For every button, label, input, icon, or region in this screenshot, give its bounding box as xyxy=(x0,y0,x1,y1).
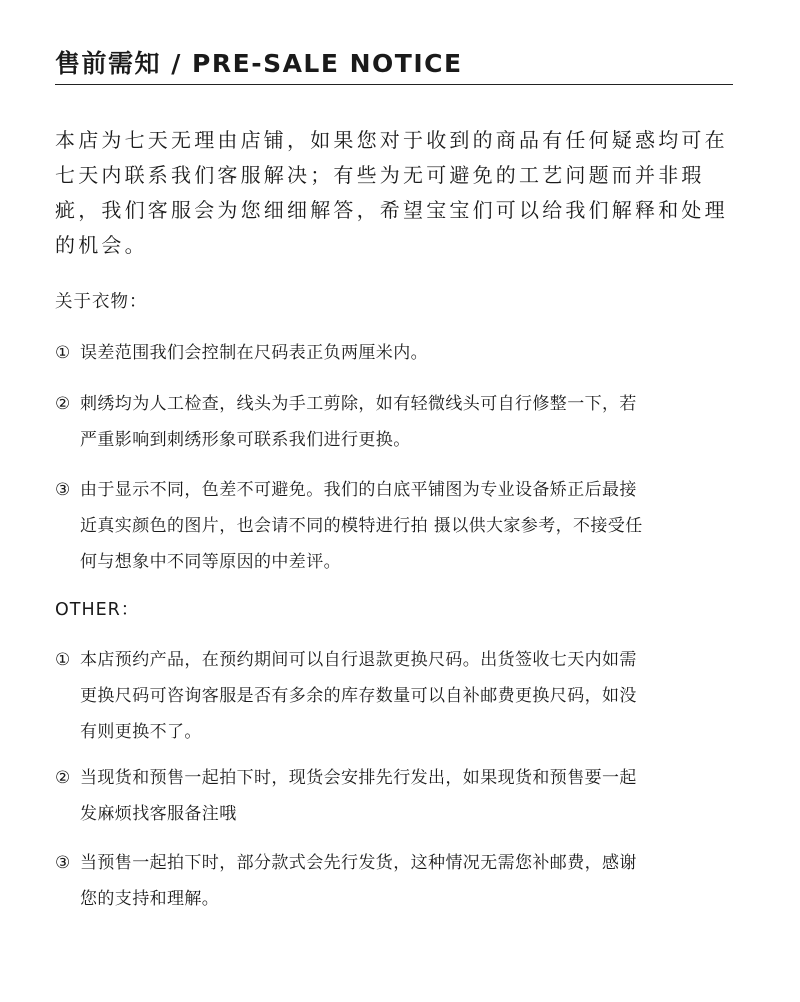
header xyxy=(55,40,733,85)
page-title: 售前需知 / PRE-SALE NOTICE xyxy=(55,49,463,78)
item-number: ② xyxy=(55,394,71,414)
item-text-continued: 何与想象中不同等原因的中差评。 xyxy=(80,552,341,572)
item-number: ③ xyxy=(55,480,71,500)
item-text: 当现货和预售一起拍下时，现货会安排先行发出，如果现货和预售要一起 xyxy=(80,768,637,788)
item-text-continued: 近真实颜色的图片，也会请不同的模特进行拍 摄以供大家参考，不接受任 xyxy=(80,516,643,536)
item-number: ③ xyxy=(55,853,71,873)
item-text: 由于显示不同，色差不可避免。我们的白底平铺图为专业设备矫正后最接 xyxy=(80,480,637,500)
clothing-item-1 xyxy=(55,335,755,371)
other-section-title: OTHER： xyxy=(55,600,140,620)
clothing-item-3 xyxy=(55,472,755,580)
item-number: ① xyxy=(55,650,71,670)
item-number: ① xyxy=(55,343,71,363)
item-text: 当预售一起拍下时，部分款式会先行发货，这种情况无需您补邮费，感谢 xyxy=(80,853,637,873)
item-text-continued: 您的支持和理解。 xyxy=(80,889,220,909)
intro-paragraph: 本店为七天无理由店铺，如果您对于收到的商品有任何疑惑均可在七天内联系我们客服解决；有些为无可避免的工艺问题而并非瑕疵，我们客服会为您细细解答，希望宝宝们可以给我们解释和处理的机会。 xyxy=(55,128,728,257)
other-item-1 xyxy=(55,642,755,750)
other-item-3 xyxy=(55,845,755,917)
item-text-continued: 有则更换不了。 xyxy=(80,722,202,742)
item-text: 误差范围我们会控制在尺码表正负两厘米内。 xyxy=(80,343,428,363)
other-item-2 xyxy=(55,760,755,832)
item-text-continued: 发麻烦找客服备注哦 xyxy=(80,804,237,824)
item-text: 本店预约产品，在预约期间可以自行退款更换尺码。出货签收七天内如需 xyxy=(80,650,637,670)
clothing-section-title: 关于衣物： xyxy=(55,292,148,312)
item-text-continued: 严重影响到刺绣形象可联系我们进行更换。 xyxy=(80,430,411,450)
clothing-item-2 xyxy=(55,386,755,458)
item-number: ② xyxy=(55,768,71,788)
item-text: 刺绣均为人工检查，线头为手工剪除，如有轻微线头可自行修整一下，若 xyxy=(80,394,637,414)
item-text-continued: 更换尺码可咨询客服是否有多余的库存数量可以自补邮费更换尺码，如没 xyxy=(80,686,637,706)
